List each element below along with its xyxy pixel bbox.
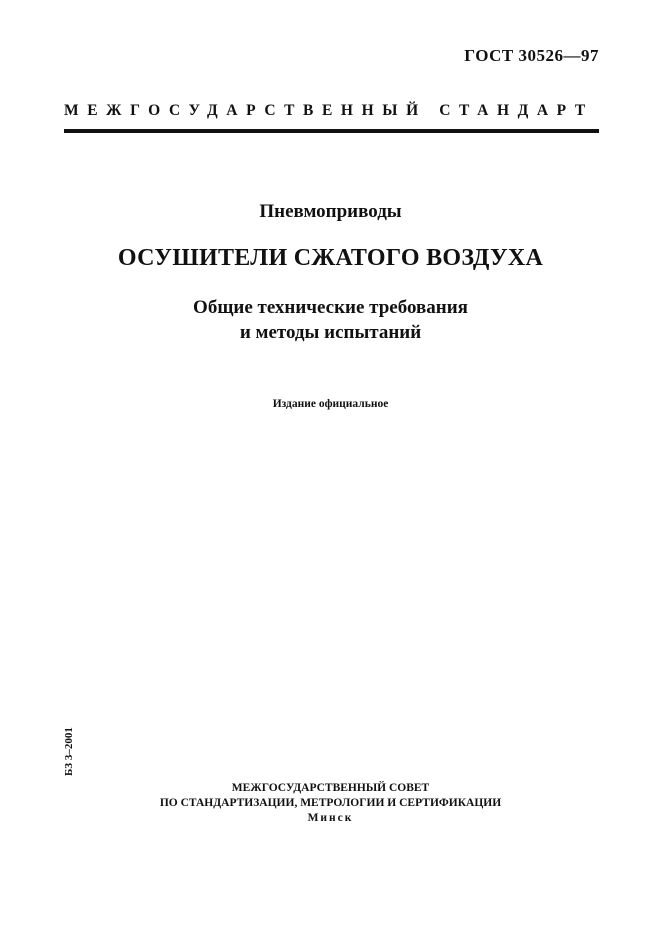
header-rule	[64, 129, 599, 133]
standard-type-heading: МЕЖГОСУДАРСТВЕННЫЙ СТАНДАРТ	[64, 102, 594, 119]
document-subtitle	[0, 295, 661, 345]
publisher-city: Минск	[307, 812, 354, 824]
side-stamp: БЗ 3–2001	[63, 727, 75, 776]
subtitle-line-2: и методы испытаний	[239, 322, 422, 343]
document-number: ГОСТ 30526—97	[464, 46, 599, 65]
edition-note: Издание официальное	[272, 398, 389, 410]
document-subject: Пневмоприводы	[259, 201, 402, 222]
publisher-line-1: МЕЖГОСУДАРСТВЕННЫЙ СОВЕТ	[231, 782, 430, 794]
subtitle-line-1: Общие технические требования	[193, 297, 468, 318]
publisher-line-2: ПО СТАНДАРТИЗАЦИИ, МЕТРОЛОГИИ И СЕРТИФИКАЦИИ	[159, 797, 502, 809]
document-title: ОСУШИТЕЛИ СЖАТОГО ВОЗДУХА	[117, 245, 544, 271]
publisher-block	[0, 781, 661, 826]
